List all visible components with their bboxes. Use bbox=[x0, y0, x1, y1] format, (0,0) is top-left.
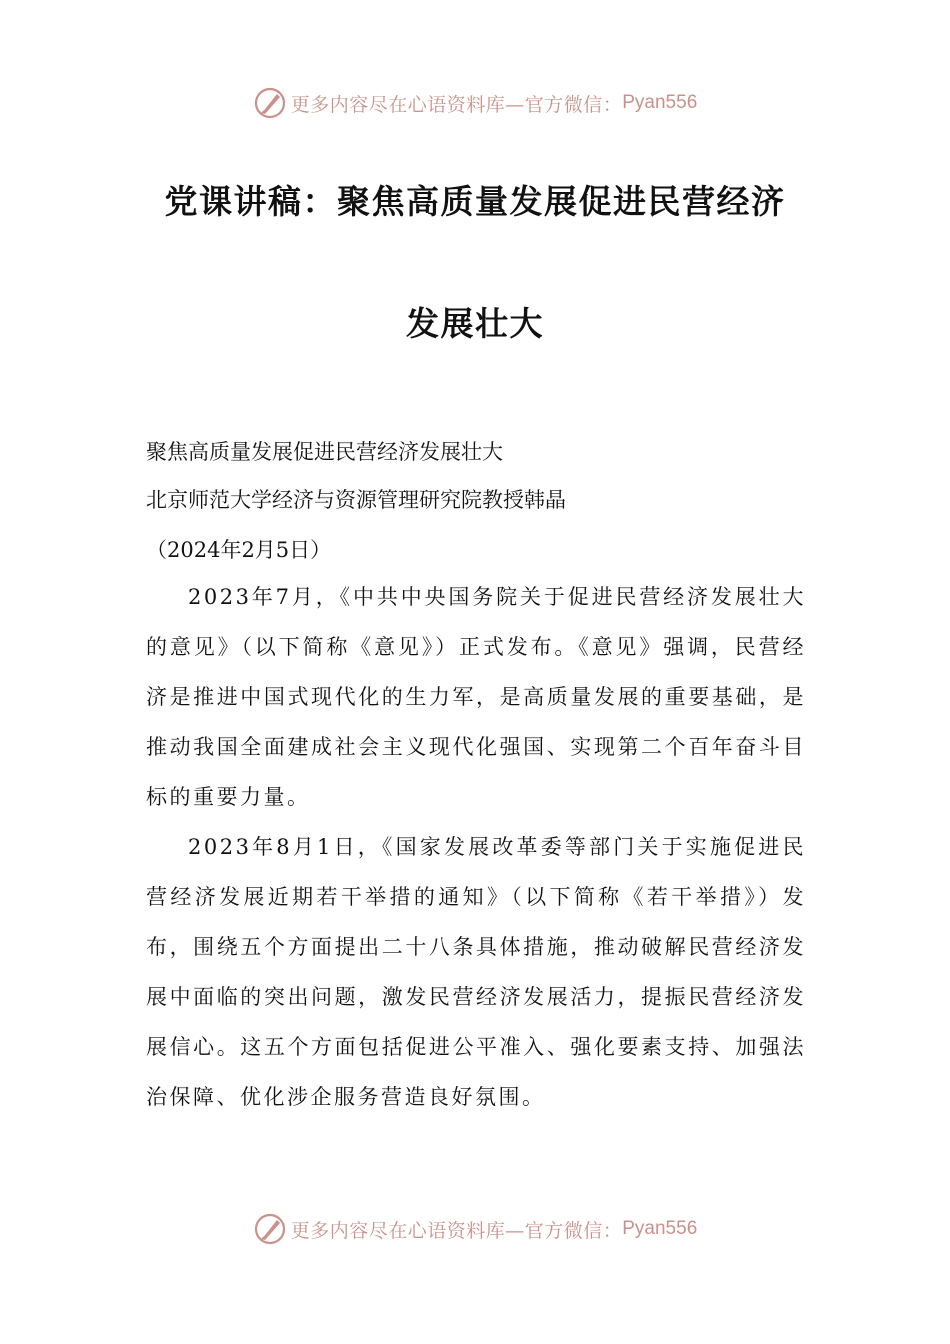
watermark-text: 更多内容尽在心语资料库—官方微信： bbox=[290, 1219, 623, 1242]
header-watermark bbox=[0, 83, 950, 123]
quill-pen-logo-icon bbox=[253, 1212, 287, 1246]
document-title-line2: 发展壮大 bbox=[406, 304, 544, 343]
body-paragraph-2: 2023年8月1日，《国家发展改革委等部门关于实施促进民营经济发展近期若干举措的通知》（以下简称《若干举措》）发布，围绕五个方面提出二十八条具体措施，推动破解民营经济发展中面临的突出问题，激发民营经济发展活力，提振民营经济发展信心。这五个方面包括促进公平准入、强化要素支持、加强法治保障、优化涉企服务营造良好氛围。 bbox=[146, 835, 806, 1109]
document-date: （2024年2月5日） bbox=[146, 538, 332, 562]
watermark-text: 更多内容尽在心语资料库—官方微信： bbox=[290, 93, 623, 116]
document-author: 北京师范大学经济与资源管理研究院教授韩晶 bbox=[146, 488, 566, 512]
watermark-wechat-id: Pyan556 bbox=[622, 1218, 698, 1239]
watermark-wechat-id: Pyan556 bbox=[622, 92, 698, 113]
document-title-line1: 党课讲稿：聚焦高质量发展促进民营经济 bbox=[164, 182, 786, 221]
footer-watermark bbox=[0, 1209, 950, 1249]
quill-pen-logo-icon bbox=[253, 86, 287, 120]
body-paragraph-1: 2023年7月，《中共中央国务院关于促进民营经济发展壮大的意见》（以下简称《意见》）正式发布。《意见》强调，民营经济是推进中国式现代化的生力军，是高质量发展的重要基础，是推动我国全面建成社会主义现代化强国、实现第二个百年奋斗目标的重要力量。 bbox=[146, 585, 806, 809]
document-subtitle: 聚焦高质量发展促进民营经济发展壮大 bbox=[146, 440, 503, 464]
